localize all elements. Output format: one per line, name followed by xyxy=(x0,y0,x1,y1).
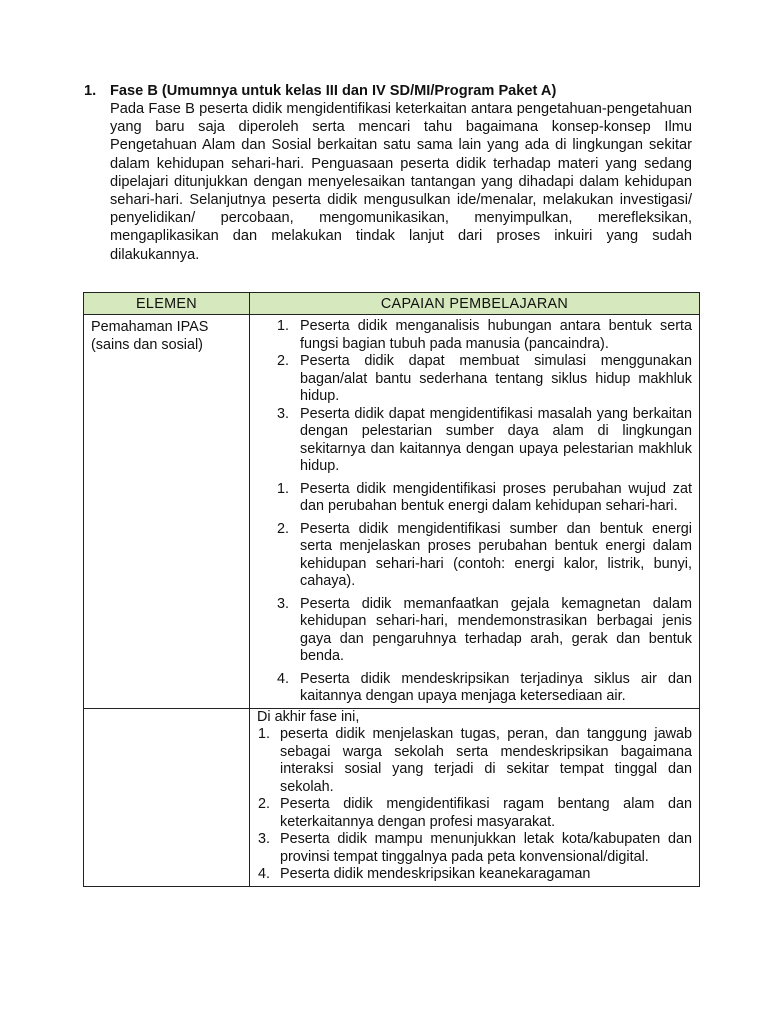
table-row xyxy=(84,708,700,886)
learning-outcomes-table xyxy=(83,292,700,887)
outcomes-cell xyxy=(250,708,700,886)
outcomes-list-a xyxy=(257,318,692,476)
list-item: 3. Peserta didik memanfaatkan gejala kemagnetan dalam kehidupan sehari-hari, mendemonstrasikan berbagai jenis gaya dan pengaruhnya terhadap arah, gerak dan bentuk benda. xyxy=(277,595,692,664)
list-item: 1. peserta didik menjelaskan tugas, peran, dan tanggung jawab sebagai warga sekolah serta mendeskripsikan bagaimana interaksi sosial yang terjadi di sekitar tempat tinggal dan sekolah. xyxy=(258,726,692,795)
header-element: ELEMEN xyxy=(84,293,250,315)
list-item: 2. Peserta didik mengidentifikasi ragam bentang alam dan keterkaitannya dengan profesi masyarakat. xyxy=(258,796,692,830)
section-number: 1. xyxy=(84,83,97,99)
element-cell xyxy=(84,708,250,886)
list-item: 1. Peserta didik menganalisis hubungan antara bentuk serta fungsi bagian tubuh pada manusia (pancaindra). xyxy=(277,318,692,352)
list-item: 1. Peserta didik mengidentifikasi proses perubahan wujud zat dan perubahan bentuk energi dalam kehidupan sehari-hari. xyxy=(277,480,692,514)
element-cell: Pemahaman IPAS (sains dan sosial) xyxy=(84,315,250,709)
outcomes-lead: Di akhir fase ini, xyxy=(257,708,360,725)
list-item: 3. Peserta didik mampu menunjukkan letak kota/kabupaten dan provinsi tempat tinggalnya pada peta konvensional/digital. xyxy=(258,831,692,865)
list-item: 2. Peserta didik mengidentifikasi sumber dan bentuk energi serta menjelaskan proses perubahan bentuk energi dalam kehidupan sehari-hari (contoh: energi kalor, listrik, bunyi, cahaya). xyxy=(277,520,692,589)
table-row xyxy=(84,315,700,709)
list-item: 2. Peserta didik dapat membuat simulasi menggunakan bagan/alat bantu sederhana tentang siklus hidup makhluk hidup. xyxy=(277,353,692,404)
table-header-row xyxy=(84,293,700,315)
header-learning-outcomes: CAPAIAN PEMBELAJARAN xyxy=(250,293,700,315)
list-item: 4. Peserta didik mendeskripsikan terjadinya siklus air dan kaitannya dengan upaya menjaga ketersediaan air. xyxy=(277,670,692,704)
outcomes-list-c xyxy=(257,726,692,884)
intro-paragraph: Pada Fase B peserta didik mengidentifikasi keterkaitan antara pengetahuan-pengetahuan yang baru saja diperoleh serta mencari tahu bagaimana konsep-konsep Ilmu Pengetahuan Alam dan Sosial berkaitan satu sama lain yang ada di lingkungan sekitar dalam kehidupan sehari-hari. Penguasaan peserta didik terhadap materi yang sedang dipelajari ditunjukkan dengan menyelesaikan tantangan yang dihadapi dalam kehidupan sehari-hari. Selanjutnya peserta didik mengusulkan ide/menalar, melakukan investigasi/ penyelidikan/ percobaan, mengomunikasikan, menyimpulkan, merefleksikan, mengaplikasikan dan melakukan tindak lanjut dari proses inkuiri yang sudah dilakukannya. xyxy=(110,101,692,263)
list-item: 3. Peserta didik dapat mengidentifikasi masalah yang berkaitan dengan pelestarian sumber daya alam di lingkungan sekitarnya dan kaitannya dengan upaya pelestarian makhluk hidup. xyxy=(277,405,692,474)
outcomes-list-b xyxy=(257,481,692,706)
section-title: Fase B (Umumnya untuk kelas III dan IV SD/MI/Program Paket A) xyxy=(110,83,557,99)
list-item: 4. Peserta didik mendeskripsikan keanekaragaman xyxy=(258,866,591,882)
outcomes-cell xyxy=(250,315,700,709)
